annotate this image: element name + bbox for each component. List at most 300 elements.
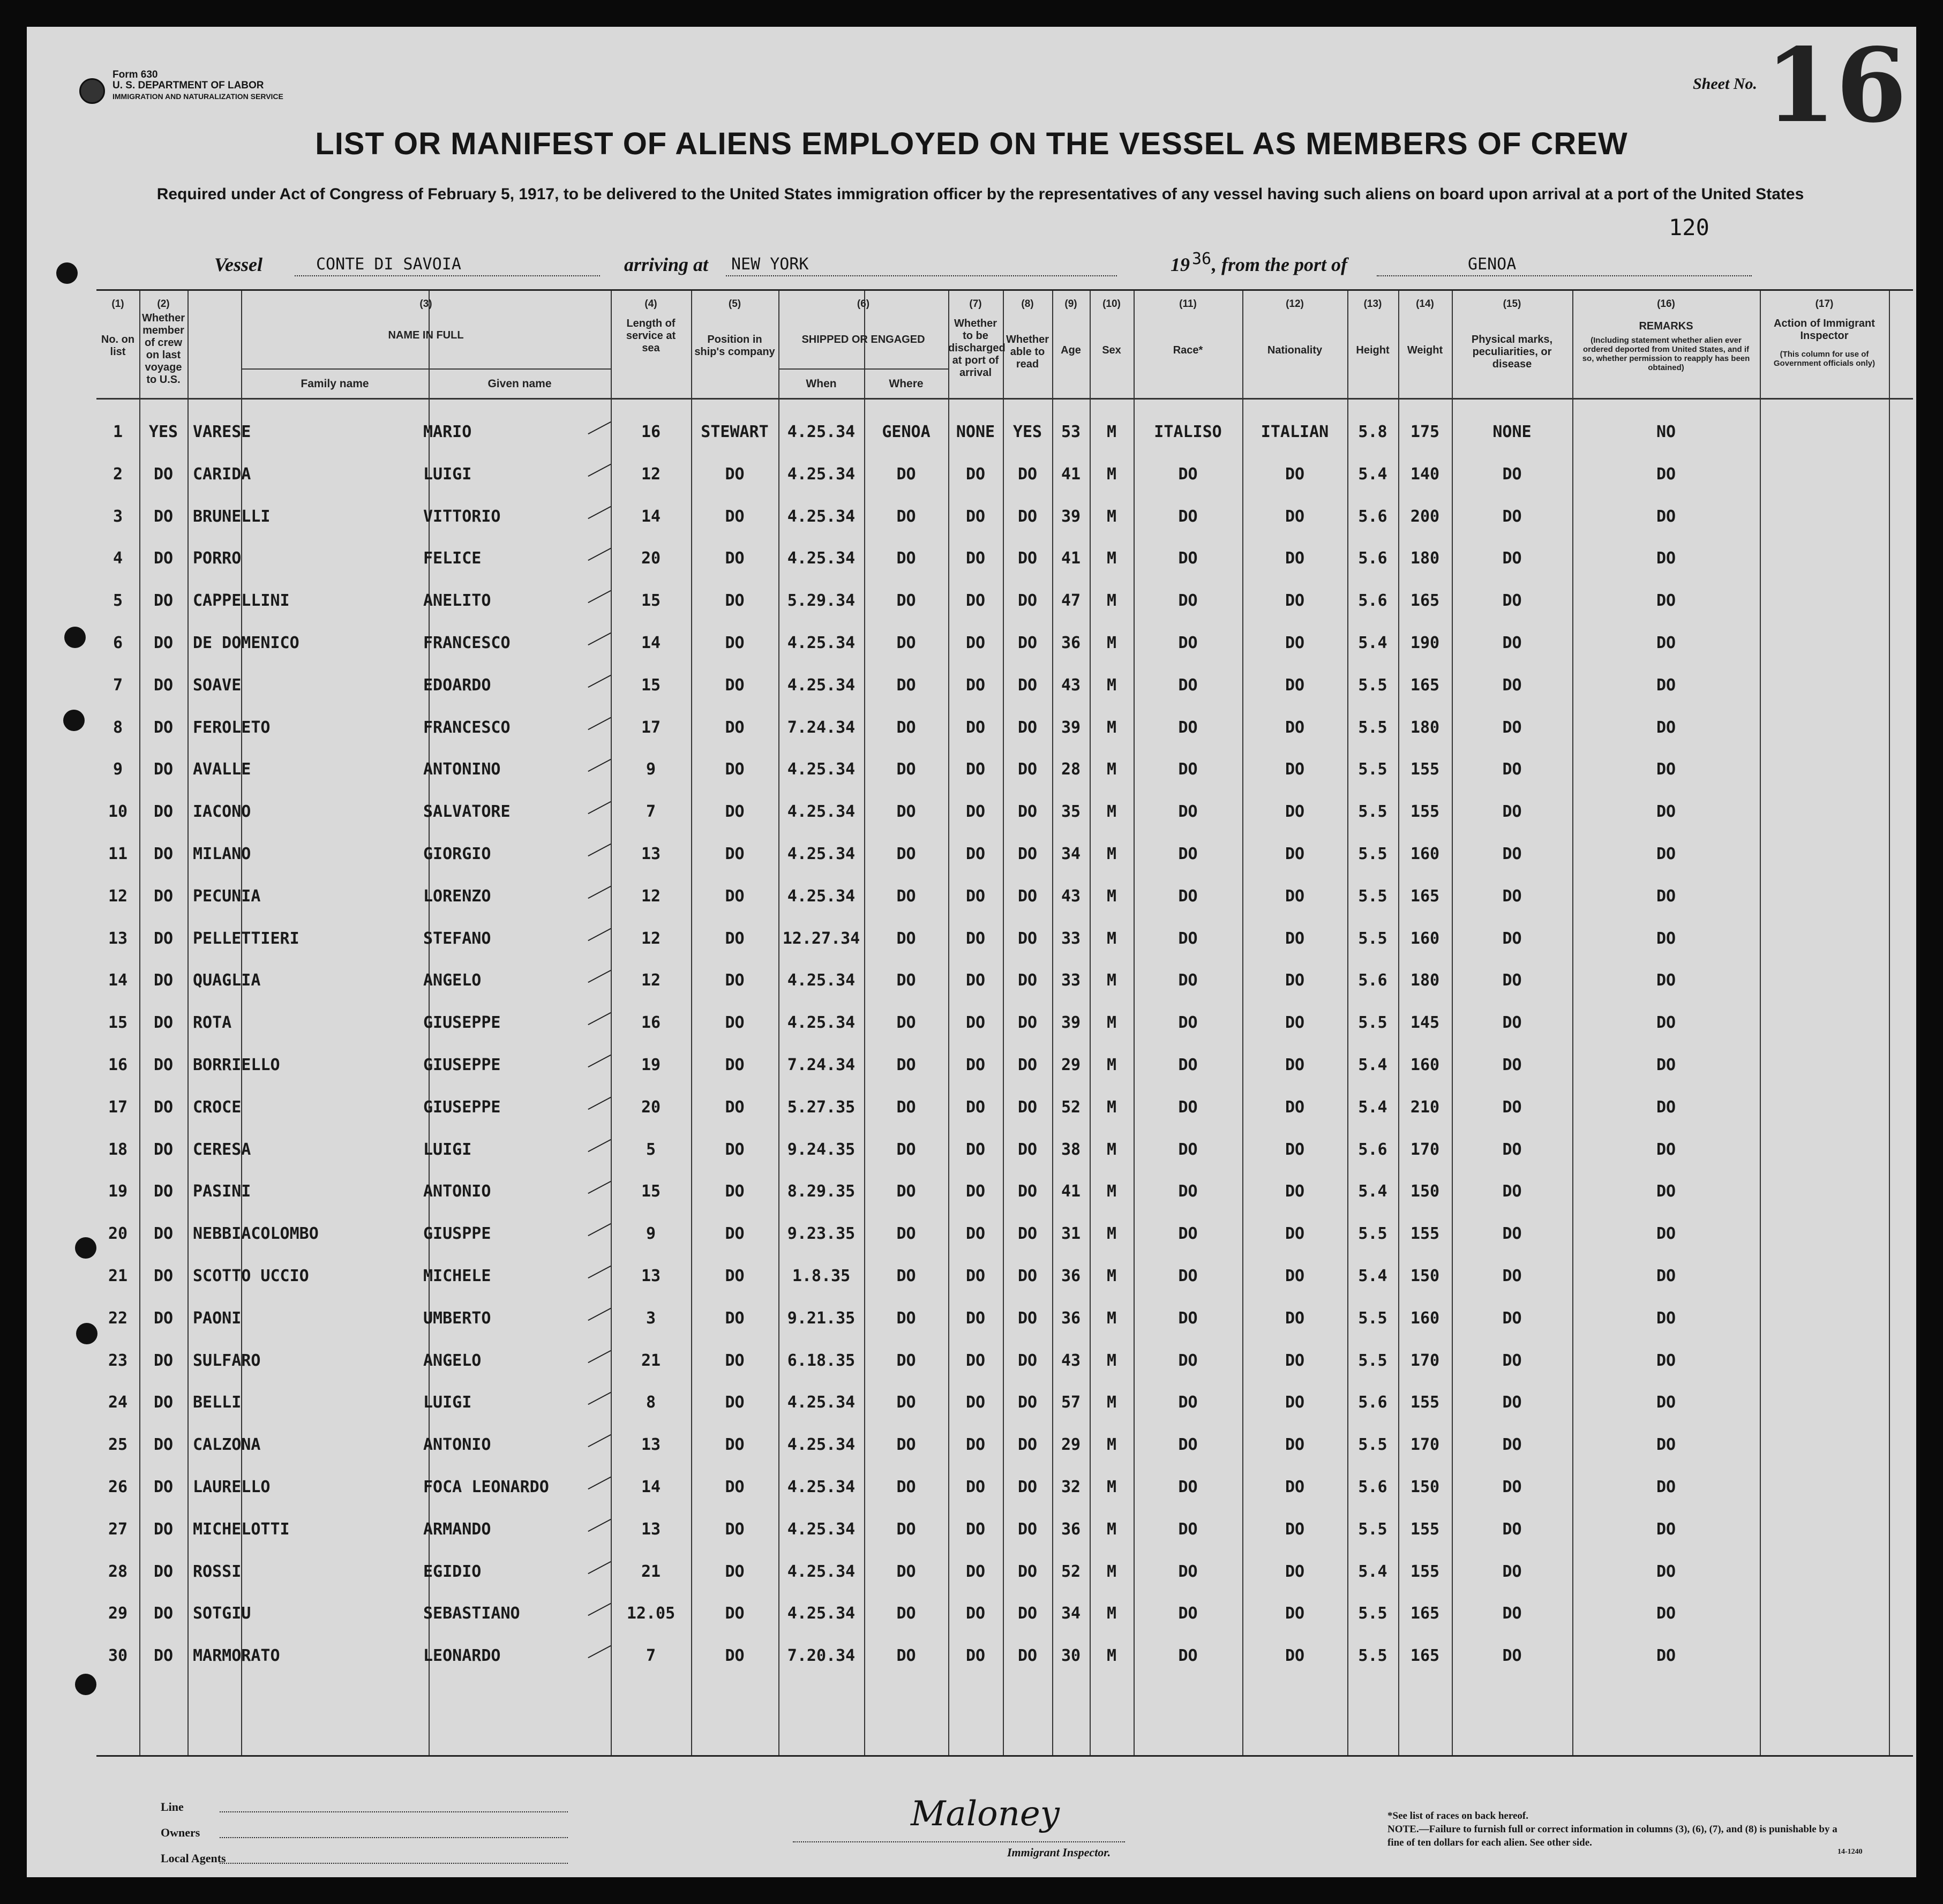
service-length-cell: 20: [641, 549, 661, 568]
department-name: U. S. DEPARTMENT OF LABOR: [112, 80, 264, 91]
line-label: Line: [161, 1800, 184, 1813]
service-length-cell: 12: [641, 886, 661, 906]
nationality-cell: DO: [1285, 464, 1305, 484]
height-cell: 5.6: [1358, 1478, 1387, 1496]
shipped-where-cell: DO: [896, 1604, 916, 1623]
family-name-cell: MARMORATO: [193, 1646, 280, 1666]
nationality-cell: DO: [1285, 1224, 1305, 1244]
col-7-label: Whether to be discharged at port of arrival: [948, 318, 1006, 379]
position-cell: DO: [725, 1140, 745, 1159]
discharged-cell: DO: [965, 1562, 986, 1581]
age-cell: 35: [1061, 802, 1081, 822]
service-length-cell: 3: [646, 1308, 656, 1328]
owners-label: Owners: [161, 1826, 200, 1839]
given-name-cell: GIORGIO: [423, 845, 491, 863]
service-length-cell: 21: [641, 1562, 661, 1581]
service-length-cell: 14: [641, 507, 661, 526]
nationality-cell: DO: [1285, 549, 1305, 568]
position-cell: DO: [725, 971, 745, 990]
shipped-where-cell: DO: [896, 1435, 916, 1455]
height-cell: 5.5: [1358, 1519, 1387, 1539]
row-number: 2: [112, 464, 123, 484]
punch-hole: [75, 1674, 96, 1695]
table-row: [96, 1213, 1913, 1255]
footer-note: [1387, 1809, 1837, 1849]
age-cell: 31: [1061, 1224, 1081, 1244]
physical-marks-cell: DO: [1502, 929, 1522, 948]
discharged-cell: DO: [965, 1140, 986, 1159]
given-name-cell: ARMANDO: [423, 1519, 491, 1539]
family-name-cell: PORRO: [193, 549, 242, 568]
family-name-cell: NEBBIACOLOMBO: [193, 1224, 319, 1244]
discharged-cell: DO: [965, 1393, 986, 1412]
family-name-cell: SOTGIU: [193, 1604, 251, 1623]
shipped-where-cell: DO: [896, 886, 916, 906]
sex-cell: M: [1106, 1056, 1117, 1074]
table-row: [96, 411, 1913, 453]
position-cell: DO: [725, 1308, 745, 1328]
service-length-cell: 12: [641, 464, 661, 484]
physical-marks-cell: DO: [1502, 549, 1522, 568]
voyage-line: [214, 245, 1768, 277]
sex-cell: M: [1106, 1478, 1117, 1496]
family-name-cell: ROSSI: [193, 1562, 242, 1581]
position-cell: DO: [725, 1478, 745, 1496]
physical-marks-cell: DO: [1502, 886, 1522, 906]
race-cell: DO: [1178, 675, 1198, 695]
position-cell: DO: [725, 1182, 745, 1201]
last-voyage-cell: DO: [153, 886, 174, 906]
able-to-read-cell: DO: [1017, 1013, 1038, 1033]
nationality-cell: DO: [1285, 845, 1305, 863]
given-name-cell: ANELITO: [423, 591, 491, 611]
table-row: [96, 833, 1913, 875]
given-name-cell: SEBASTIANO: [423, 1604, 520, 1623]
shipped-where-cell: DO: [896, 1182, 916, 1201]
sex-cell: M: [1106, 845, 1117, 863]
shipped-when-cell: 4.25.34: [787, 1562, 856, 1581]
nationality-cell: DO: [1285, 1097, 1305, 1117]
row-number: 4: [112, 549, 123, 568]
sheet-label: Sheet No.: [1693, 75, 1757, 93]
nationality-cell: DO: [1285, 718, 1305, 737]
sex-cell: M: [1106, 1435, 1117, 1455]
physical-marks-cell: DO: [1502, 1393, 1522, 1412]
position-cell: DO: [725, 675, 745, 695]
row-number: 9: [112, 760, 123, 779]
weight-cell: 155: [1410, 1519, 1440, 1539]
col-1-number: (1): [111, 298, 124, 310]
shipped-when-cell: 9.21.35: [787, 1308, 856, 1328]
from-label: , from the port of: [1212, 254, 1348, 275]
remarks-cell: DO: [1656, 634, 1676, 652]
position-cell: DO: [725, 464, 745, 484]
inspector-label: Immigrant Inspector.: [1007, 1846, 1111, 1859]
position-cell: DO: [725, 1393, 745, 1412]
age-cell: 52: [1061, 1097, 1081, 1117]
shipped-when-cell: 4.25.34: [787, 1435, 856, 1455]
shipped-where-cell: DO: [896, 1519, 916, 1539]
discharged-cell: DO: [965, 1267, 986, 1285]
shipped-when-cell: 7.24.34: [787, 1056, 856, 1074]
row-number: 19: [108, 1182, 128, 1201]
footer-fields: [161, 1794, 589, 1871]
departure-rule: [1377, 275, 1752, 276]
weight-cell: 180: [1410, 549, 1440, 568]
table-row: [96, 707, 1913, 749]
given-name-cell: LUIGI: [423, 1393, 472, 1412]
col-11-number: (11): [1179, 298, 1197, 310]
service-length-cell: 8: [646, 1393, 656, 1412]
arrival-rule: [726, 275, 1117, 276]
race-cell: DO: [1178, 591, 1198, 611]
discharged-cell: DO: [965, 1646, 986, 1666]
table-row: [96, 1635, 1913, 1677]
remarks-cell: DO: [1656, 1013, 1676, 1033]
col-16-note: (Including statement whether alien ever ordered deported from United States, and if so, whether permission to reapply has been obtained): [1582, 336, 1750, 372]
col-13-number: (13): [1363, 298, 1382, 310]
age-cell: 28: [1061, 760, 1081, 779]
discharged-cell: DO: [965, 1182, 986, 1201]
col-3-label: NAME IN FULL: [388, 329, 464, 341]
weight-cell: 155: [1410, 1562, 1440, 1581]
sex-cell: M: [1106, 1562, 1117, 1581]
sex-cell: M: [1106, 1224, 1117, 1244]
height-cell: 5.5: [1358, 1604, 1387, 1623]
position-cell: DO: [725, 802, 745, 822]
row-number: 29: [108, 1604, 128, 1623]
able-to-read-cell: DO: [1017, 845, 1038, 863]
race-cell: DO: [1178, 1604, 1198, 1623]
age-cell: 43: [1061, 1351, 1081, 1370]
given-name-cell: MICHELE: [423, 1267, 491, 1285]
position-cell: DO: [725, 1097, 745, 1117]
discharged-cell: DO: [965, 1519, 986, 1539]
physical-marks-cell: DO: [1502, 1351, 1522, 1370]
last-voyage-cell: DO: [153, 760, 174, 779]
position-cell: DO: [725, 1562, 745, 1581]
position-cell: DO: [725, 1646, 745, 1666]
race-cell: DO: [1178, 1224, 1198, 1244]
able-to-read-cell: DO: [1017, 802, 1038, 822]
col-3-number: (3): [419, 298, 432, 310]
height-cell: 5.6: [1358, 1140, 1387, 1159]
row-number: 15: [108, 1013, 128, 1033]
race-cell: DO: [1178, 1351, 1198, 1370]
vessel-name: CONTE DI SAVOIA: [316, 255, 461, 274]
sex-cell: M: [1106, 1646, 1117, 1666]
sex-cell: M: [1106, 1140, 1117, 1159]
service-length-cell: 12: [641, 929, 661, 948]
service-length-cell: 21: [641, 1351, 661, 1370]
remarks-cell: DO: [1656, 1182, 1676, 1201]
given-name-cell: LUIGI: [423, 464, 472, 484]
physical-marks-cell: DO: [1502, 1646, 1522, 1666]
sex-cell: M: [1106, 1013, 1117, 1033]
given-name-cell: GIUSPPE: [423, 1224, 491, 1244]
row-number: 21: [108, 1267, 128, 1285]
able-to-read-cell: YES: [1012, 423, 1042, 441]
weight-cell: 160: [1410, 845, 1440, 863]
discharged-cell: DO: [965, 675, 986, 695]
sex-cell: M: [1106, 634, 1117, 652]
discharged-cell: DO: [965, 634, 986, 652]
col-4-number: (4): [644, 298, 657, 310]
family-name-cell: VARESE: [193, 423, 251, 441]
weight-cell: 160: [1410, 1308, 1440, 1328]
service-length-cell: 13: [641, 1435, 661, 1455]
remarks-cell: DO: [1656, 591, 1676, 611]
able-to-read-cell: DO: [1017, 718, 1038, 737]
race-cell: DO: [1178, 971, 1198, 990]
able-to-read-cell: DO: [1017, 1308, 1038, 1328]
discharged-cell: DO: [965, 1604, 986, 1623]
able-to-read-cell: DO: [1017, 1519, 1038, 1539]
height-cell: 5.6: [1358, 591, 1387, 611]
family-name-cell: PECUNIA: [193, 886, 261, 906]
family-name-cell: CROCE: [193, 1097, 242, 1117]
col-16-label: REMARKS: [1639, 320, 1693, 332]
height-cell: 5.5: [1358, 1308, 1387, 1328]
able-to-read-cell: DO: [1017, 1646, 1038, 1666]
given-name-cell: FRANCESCO: [423, 634, 511, 652]
service-length-cell: 12: [641, 971, 661, 990]
page-title: LIST OR MANIFEST OF ALIENS EMPLOYED ON THE VESSEL AS MEMBERS OF CREW: [315, 126, 1628, 161]
sheet-number: 16: [1765, 26, 1907, 145]
table-row: [96, 538, 1913, 580]
family-name-cell: FEROLETO: [193, 718, 271, 737]
row-number: 20: [108, 1224, 128, 1244]
race-cell: DO: [1178, 802, 1198, 822]
col-2-label: Whether member of crew on last voyage to U.S.: [142, 312, 185, 386]
family-name-cell: DE DOMENICO: [193, 634, 299, 652]
remarks-cell: DO: [1656, 802, 1676, 822]
position-cell: DO: [725, 929, 745, 948]
weight-cell: 175: [1410, 423, 1440, 441]
last-voyage-cell: DO: [153, 1056, 174, 1074]
remarks-cell: DO: [1656, 718, 1676, 737]
age-cell: 39: [1061, 1013, 1081, 1033]
last-voyage-cell: DO: [153, 845, 174, 863]
height-cell: 5.5: [1358, 760, 1387, 779]
sex-cell: M: [1106, 1519, 1117, 1539]
discharged-cell: DO: [965, 1435, 986, 1455]
punch-hole: [64, 627, 86, 648]
race-cell: DO: [1178, 634, 1198, 652]
able-to-read-cell: DO: [1017, 1267, 1038, 1285]
height-cell: 5.4: [1358, 1267, 1387, 1285]
last-voyage-cell: DO: [153, 591, 174, 611]
last-voyage-cell: DO: [153, 1182, 174, 1201]
race-cell: DO: [1178, 1308, 1198, 1328]
able-to-read-cell: DO: [1017, 1393, 1038, 1412]
family-name-cell: QUAGLIA: [193, 971, 261, 990]
service-length-cell: 5: [646, 1140, 656, 1159]
height-cell: 5.6: [1358, 549, 1387, 568]
able-to-read-cell: DO: [1017, 1056, 1038, 1074]
height-cell: 5.5: [1358, 802, 1387, 822]
table-row: [96, 1002, 1913, 1044]
discharged-cell: DO: [965, 802, 986, 822]
discharged-cell: DO: [965, 760, 986, 779]
shipped-where-cell: DO: [896, 464, 916, 484]
physical-marks-cell: DO: [1502, 591, 1522, 611]
owners-field: [161, 1820, 589, 1846]
physical-marks-cell: DO: [1502, 802, 1522, 822]
remarks-cell: DO: [1656, 1519, 1676, 1539]
col-4-label: Length of service at sea: [626, 318, 676, 354]
discharged-cell: DO: [965, 549, 986, 568]
given-name-cell: ANGELO: [423, 1351, 482, 1370]
physical-marks-cell: DO: [1502, 1562, 1522, 1581]
age-cell: 33: [1061, 971, 1081, 990]
remarks-cell: DO: [1656, 1097, 1676, 1117]
shipped-when-cell: 12.27.34: [782, 929, 860, 948]
remarks-cell: DO: [1656, 1478, 1676, 1496]
shipped-when-cell: 4.25.34: [787, 971, 856, 990]
height-cell: 5.5: [1358, 1646, 1387, 1666]
discharged-cell: DO: [965, 971, 986, 990]
position-cell: DO: [725, 1267, 745, 1285]
row-number: 27: [108, 1519, 128, 1539]
shipped-where-cell: DO: [896, 507, 916, 526]
position-cell: DO: [725, 634, 745, 652]
line-field: [161, 1794, 589, 1820]
remarks-cell: DO: [1656, 929, 1676, 948]
age-cell: 57: [1061, 1393, 1081, 1412]
able-to-read-cell: DO: [1017, 1435, 1038, 1455]
discharged-cell: DO: [965, 1308, 986, 1328]
punch-hole: [63, 710, 85, 731]
col-7-number: (7): [969, 298, 982, 310]
race-cell: ITALISO: [1154, 423, 1222, 441]
position-cell: STEWART: [701, 423, 769, 441]
race-cell: DO: [1178, 886, 1198, 906]
last-voyage-cell: DO: [153, 1435, 174, 1455]
age-cell: 38: [1061, 1140, 1081, 1159]
shipped-where-cell: DO: [896, 802, 916, 822]
table-row: [96, 1087, 1913, 1128]
row-number: 1: [112, 423, 123, 441]
last-voyage-cell: DO: [153, 634, 174, 652]
height-cell: 5.6: [1358, 507, 1387, 526]
last-voyage-cell: DO: [153, 718, 174, 737]
physical-marks-cell: DO: [1502, 1056, 1522, 1074]
table-row: [96, 454, 1913, 495]
remarks-cell: DO: [1656, 1604, 1676, 1623]
last-voyage-cell: DO: [153, 1097, 174, 1117]
position-cell: DO: [725, 1013, 745, 1033]
departure-port: GENOA: [1468, 255, 1517, 274]
remarks-cell: DO: [1656, 507, 1676, 526]
shipped-where-cell: DO: [896, 675, 916, 695]
shipped-when-header: When: [806, 378, 837, 390]
height-cell: 5.4: [1358, 1562, 1387, 1581]
position-cell: DO: [725, 507, 745, 526]
last-voyage-cell: DO: [153, 1140, 174, 1159]
weight-cell: 165: [1410, 675, 1440, 695]
shipped-when-cell: 4.25.34: [787, 507, 856, 526]
arriving-label: arriving at: [624, 254, 709, 275]
penalty-note: NOTE.—Failure to furnish full or correct information in columns (3), (6), (7), and (8) is punishable by a fine of ten dollars for each alien. See other side.: [1387, 1824, 1837, 1848]
service-length-cell: 16: [641, 423, 661, 441]
remarks-cell: DO: [1656, 1056, 1676, 1074]
shipped-where-cell: DO: [896, 1140, 916, 1159]
last-voyage-cell: DO: [153, 1224, 174, 1244]
given-name-cell: ANGELO: [423, 971, 482, 990]
last-voyage-cell: DO: [153, 1393, 174, 1412]
remarks-cell: DO: [1656, 1351, 1676, 1370]
able-to-read-cell: DO: [1017, 1224, 1038, 1244]
row-number: 3: [112, 507, 123, 526]
family-name-cell: SCOTTO UCCIO: [193, 1267, 309, 1285]
nationality-cell: DO: [1285, 1562, 1305, 1581]
nationality-cell: DO: [1285, 1519, 1305, 1539]
row-number: 28: [108, 1562, 128, 1581]
shipped-when-cell: 4.25.34: [787, 1604, 856, 1623]
height-cell: 5.4: [1358, 1097, 1387, 1117]
shipped-when-cell: 7.24.34: [787, 718, 856, 737]
service-length-cell: 9: [646, 760, 656, 779]
col-10-number: (10): [1102, 298, 1121, 310]
height-cell: 5.4: [1358, 1182, 1387, 1201]
weight-cell: 155: [1410, 1224, 1440, 1244]
punch-hole: [56, 262, 78, 284]
nationality-cell: DO: [1285, 971, 1305, 990]
physical-marks-cell: DO: [1502, 1435, 1522, 1455]
age-cell: 47: [1061, 591, 1081, 611]
age-cell: 34: [1061, 845, 1081, 863]
punch-hole: [75, 1237, 96, 1259]
table-row: [96, 791, 1913, 833]
col-8-number: (8): [1021, 298, 1034, 310]
remarks-cell: DO: [1656, 1224, 1676, 1244]
height-cell: 5.8: [1358, 423, 1387, 441]
position-cell: DO: [725, 1435, 745, 1455]
service-length-cell: 14: [641, 634, 661, 652]
nationality-cell: DO: [1285, 1056, 1305, 1074]
discharged-cell: DO: [965, 1351, 986, 1370]
last-voyage-cell: DO: [153, 1562, 174, 1581]
able-to-read-cell: DO: [1017, 1478, 1038, 1496]
weight-cell: 150: [1410, 1478, 1440, 1496]
sex-cell: M: [1106, 464, 1117, 484]
family-name-cell: PASINI: [193, 1182, 251, 1201]
col-11-label: Race*: [1173, 344, 1203, 356]
sex-cell: M: [1106, 802, 1117, 822]
weight-cell: 165: [1410, 1646, 1440, 1666]
discharged-cell: DO: [965, 886, 986, 906]
shipped-when-cell: 6.18.35: [787, 1351, 856, 1370]
sex-cell: M: [1106, 549, 1117, 568]
table-row: [96, 1129, 1913, 1171]
stamp-number: 120: [1669, 214, 1709, 240]
family-name-cell: PAONI: [193, 1308, 242, 1328]
remarks-cell: DO: [1656, 1140, 1676, 1159]
shipped-when-cell: 4.25.34: [787, 464, 856, 484]
crew-table: [96, 289, 1913, 1757]
shipped-when-cell: 4.25.34: [787, 675, 856, 695]
position-cell: DO: [725, 1056, 745, 1074]
year-prefix: 19: [1171, 254, 1190, 275]
last-voyage-cell: DO: [153, 971, 174, 990]
family-name-cell: LAURELLO: [193, 1478, 271, 1496]
nationality-cell: DO: [1285, 1140, 1305, 1159]
physical-marks-cell: DO: [1502, 971, 1522, 990]
remarks-cell: DO: [1656, 1308, 1676, 1328]
family-name-cell: PELLETTIERI: [193, 929, 299, 948]
row-number: 18: [108, 1140, 128, 1159]
